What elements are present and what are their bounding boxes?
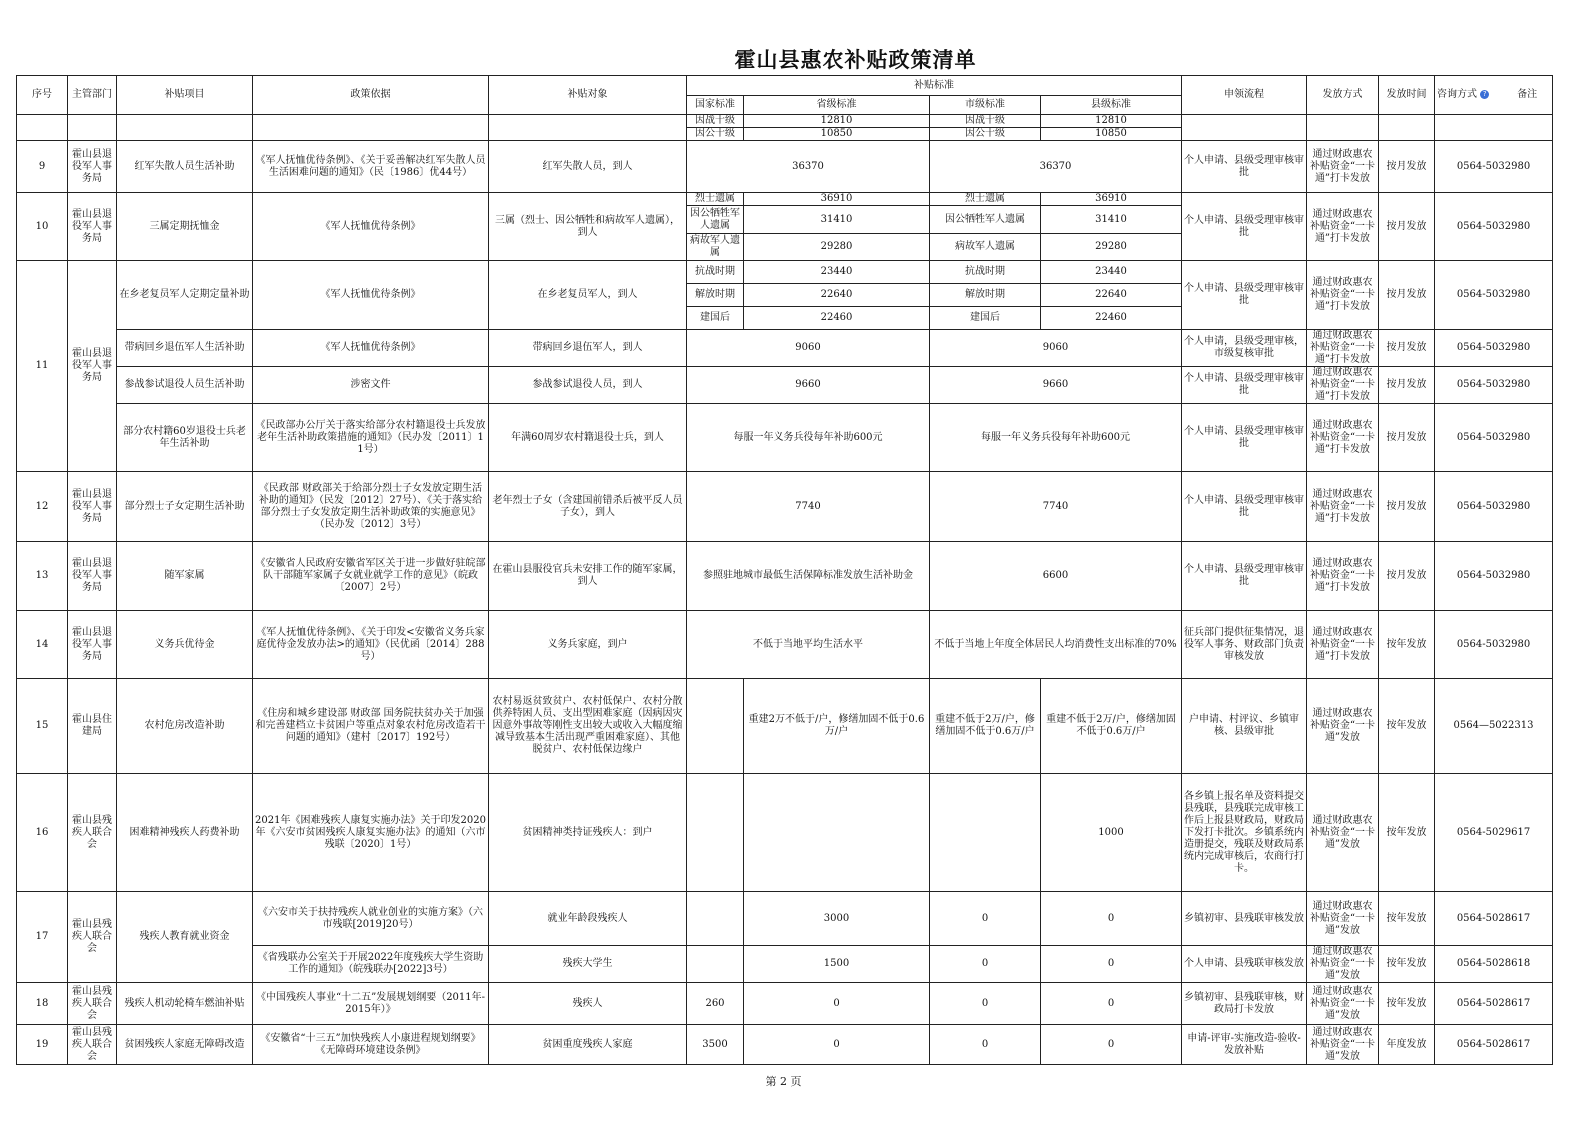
header-dept: 主管部门 — [68, 76, 117, 115]
table-row: 建国后 22460 建国后 22460 — [17, 307, 1553, 330]
header-item: 补贴项目 — [117, 76, 253, 115]
header-consult: 咨询方式 — [1437, 89, 1477, 100]
header-method: 发放方式 — [1307, 76, 1379, 115]
table-row: 带病回乡退伍军人生活补助 《军人抚恤优待条例》 带病回乡退伍军人，到人 9060 9060 个人申请，县级受理审核，市级复核审批 通过财政惠农补贴资金“一卡通”打卡发放 按月发放 0564-5032980 — [17, 330, 1553, 367]
table-row-12: 12 霍山县退役军人事务局 部分烈士子女定期生活补助 《民政部 财政部关于给部分烈士子女发放定期生活补助的通知》（民发〔2012〕27号）、《关于落实给部分烈士子女发放定期生活补助政策的实施意见》（民办发〔2012〕3号） 老年烈士子女（含建国前错杀后被平反人员子女），到人 7740 7740 个人申请、县级受理审核审批 通过财政惠农补贴资金“一卡通”打卡发放 按月发放 0564-5032980 — [17, 472, 1553, 542]
table-row-18: 18 霍山县残疾人联合会 残疾人机动轮椅车燃油补贴 《中国残疾人事业“十二五”发展规划纲要（2011年-2015年）》 残疾人 260 0 0 0 乡镇初审、县残联审核，财政局打卡发放 通过财政惠农补贴资金“一卡通”发放 按年发放 0564-5028617 — [17, 983, 1553, 1025]
header-target: 补贴对象 — [489, 76, 687, 115]
header-standard: 补贴标准 — [687, 76, 1182, 96]
table-row: 因公牺牲军人遗属 31410 因公牺牲军人遗属 31410 — [17, 206, 1553, 234]
table-row-14: 14 霍山县退役军人事务局 义务兵优待金 《军人抚恤优待条例》、《关于印发<安徽省义务兵家庭优待金发放办法>的通知》（民优函〔2014〕288号） 义务兵家庭，到户 不低于当地平均生活水平 不低于当地上年度全体居民人均消费性支出标准的70% 征兵部门提供征集情况，退役军人事务、财政部门负责审核发放 通过财政惠农补贴资金“一卡通”打卡发放 按年发放 0564-5032980 — [17, 611, 1553, 679]
table-row: 解放时期 22640 解放时期 22640 — [17, 284, 1553, 307]
table-row-9: 9 霍山县退役军人事务局 红军失散人员生活补助 《军人抚恤优待条例》、《关于妥善解决红军失散人员生活困难问题的通知》（民〔1986〕优44号） 红军失散人员，到人 36370 36370 个人申请、县级受理审核审批 通过财政惠农补贴资金“一卡通”打卡发放 按月发放 0564-5032980 — [17, 141, 1553, 193]
page-number: 第 2 页 — [765, 1075, 802, 1088]
table-row: 参战参试退役人员生活补助 涉密文件 参战参试退役人员，到人 9660 9660 个人申请、县级受理审核审批 通过财政惠农补贴资金“一卡通”打卡发放 按月发放 0564-5032980 — [17, 367, 1553, 404]
subsidy-policy-table — [16, 75, 1553, 1065]
header-basis: 政策依据 — [253, 76, 489, 115]
header-city: 市级标准 — [930, 96, 1041, 115]
table-row: 部分农村籍60岁退役士兵老年生活补助 《民政部办公厅关于落实给部分农村籍退役士兵发放老年生活补助政策措施的通知》（民办发〔2011〕11号） 年满60周岁农村籍退役士兵，到人 每服一年义务兵役每年补助600元 每服一年义务兵役每年补助600元 个人申请、县级受理审核审批 通过财政惠农补贴资金“一卡通”打卡发放 按月发放 0564-5032980 — [17, 404, 1553, 472]
table-row-11: 11 霍山县退役军人事务局 在乡老复员军人定期定量补助 《军人抚恤优待条例》 在乡老复员军人，到人 抗战时期 23440 抗战时期 23440 个人申请、县级受理审核审批 通过财政惠农补贴资金“一卡通”打卡发放 按月发放 0564-5032980 — [17, 261, 1553, 284]
help-icon[interactable]: ? — [1480, 90, 1489, 99]
header-county: 县级标准 — [1041, 96, 1182, 115]
header-seq: 序号 — [17, 76, 68, 115]
table-row: 《省残联办公室关于开展2022年度残疾大学生资助工作的通知》（皖残联办[2022]3号） 残疾大学生 1500 0 0 个人申请、县残联审核发放 通过财政惠农补贴资金“一卡通”发放 按年发放 0564-5028618 — [17, 946, 1553, 983]
header-time: 发放时间 — [1379, 76, 1435, 115]
header-remark — [1435, 76, 1553, 115]
table-row: 因公十级 10850 因公十级 10850 — [17, 128, 1553, 141]
table-row-16: 16 霍山县残疾人联合会 困难精神残疾人药费补助 2021年《困难残疾人康复实施办法》关于印发2020年《六安市贫困残疾人康复实施办法》的通知（六市残联〔2020〕1号） 贫困精神类持证残疾人：到户 1000 各乡镇上报名单及资料提交县残联，县残联完成审核工作后上报县财政局，财政局下发打卡批次。乡镇系统内造册提交，残联及财政局系统内完成审核后，农商行打卡。 通过财政惠农补贴资金“一卡通”发放 按年发放 0564-5029617 — [17, 774, 1553, 892]
page-title: 霍山县惠农补贴政策清单 — [734, 47, 977, 72]
header-remark-label: 备注 — [1517, 89, 1538, 100]
table-row-19: 19 霍山县残疾人联合会 贫困残疾人家庭无障碍改造 《安徽省“十三五”加快残疾人小康进程规划纲要》《无障碍环境建设条例》 贫困重度残疾人家庭 3500 0 0 0 申请-评审-实施改造-验收-发放补贴 通过财政惠农补贴资金“一卡通”发放 年度发放 0564-5028617 — [17, 1025, 1553, 1065]
header-national: 国家标准 — [687, 96, 744, 115]
table-row: 病故军人遗属 29280 病故军人遗属 29280 — [17, 234, 1553, 261]
table-row-10: 10 霍山县退役军人事务局 三属定期抚恤金 《军人抚恤优待条例》 三属（烈士、因公牺牲和病故军人遗属），到人 烈士遗属 36910 烈士遗属 36910 个人申请、县级受理审核审批 通过财政惠农补贴资金“一卡通”打卡发放 按月发放 0564-5032980 — [17, 193, 1553, 206]
table-row-15: 15 霍山县住建局 农村危房改造补助 《住房和城乡建设部 财政部 国务院扶贫办关于加强和完善建档立卡贫困户等重点对象农村危房改造若干问题的通知》（建村〔2017〕192号） 农村易返贫致贫户、农村低保户、农村分散供养特困人员、支出型困难家庭（因病因灾因意外事故等刚性支出较大或收入大幅度缩减导致基本生活出现严重困难家庭）、其他脱贫户、农村低保边缘户 重建2万不低于/户，修缮加固不低于0.6万/户 重建不低于2万/户，修缮加固不低于0.6万/户 重建不低于2万/户，修缮加固不低于0.6万/户 户申请、村评议、乡镇审核、县级审批 通过财政惠农补贴资金“一卡通”发放 按年发放 0564—5022313 — [17, 679, 1553, 774]
table-row: 因战十级 12810 因战十级 12810 — [17, 115, 1553, 128]
header-provincial: 省级标准 — [744, 96, 930, 115]
table-row-17: 17 霍山县残疾人联合会 残疾人教育就业资金 《六安市关于扶持残疾人就业创业的实施方案》（六市残联[2019]20号） 就业年龄段残疾人 3000 0 0 乡镇初审、县残联审核发放 通过财政惠农补贴资金“一卡通”发放 按年发放 0564-5028617 — [17, 892, 1553, 946]
header-process: 申领流程 — [1182, 76, 1307, 115]
table-header-row — [17, 76, 1553, 96]
table-row-13: 13 霍山县退役军人事务局 随军家属 《安徽省人民政府安徽省军区关于进一步做好驻皖部队干部随军家属子女就业就学工作的意见》（皖政〔2007〕2号） 在霍山县服役官兵未安排工作的随军家属，到人 参照驻地城市最低生活保障标准发放生活补助金 6600 个人申请、县级受理审核审批 通过财政惠农补贴资金“一卡通”打卡发放 按月发放 0564-5032980 — [17, 542, 1553, 611]
